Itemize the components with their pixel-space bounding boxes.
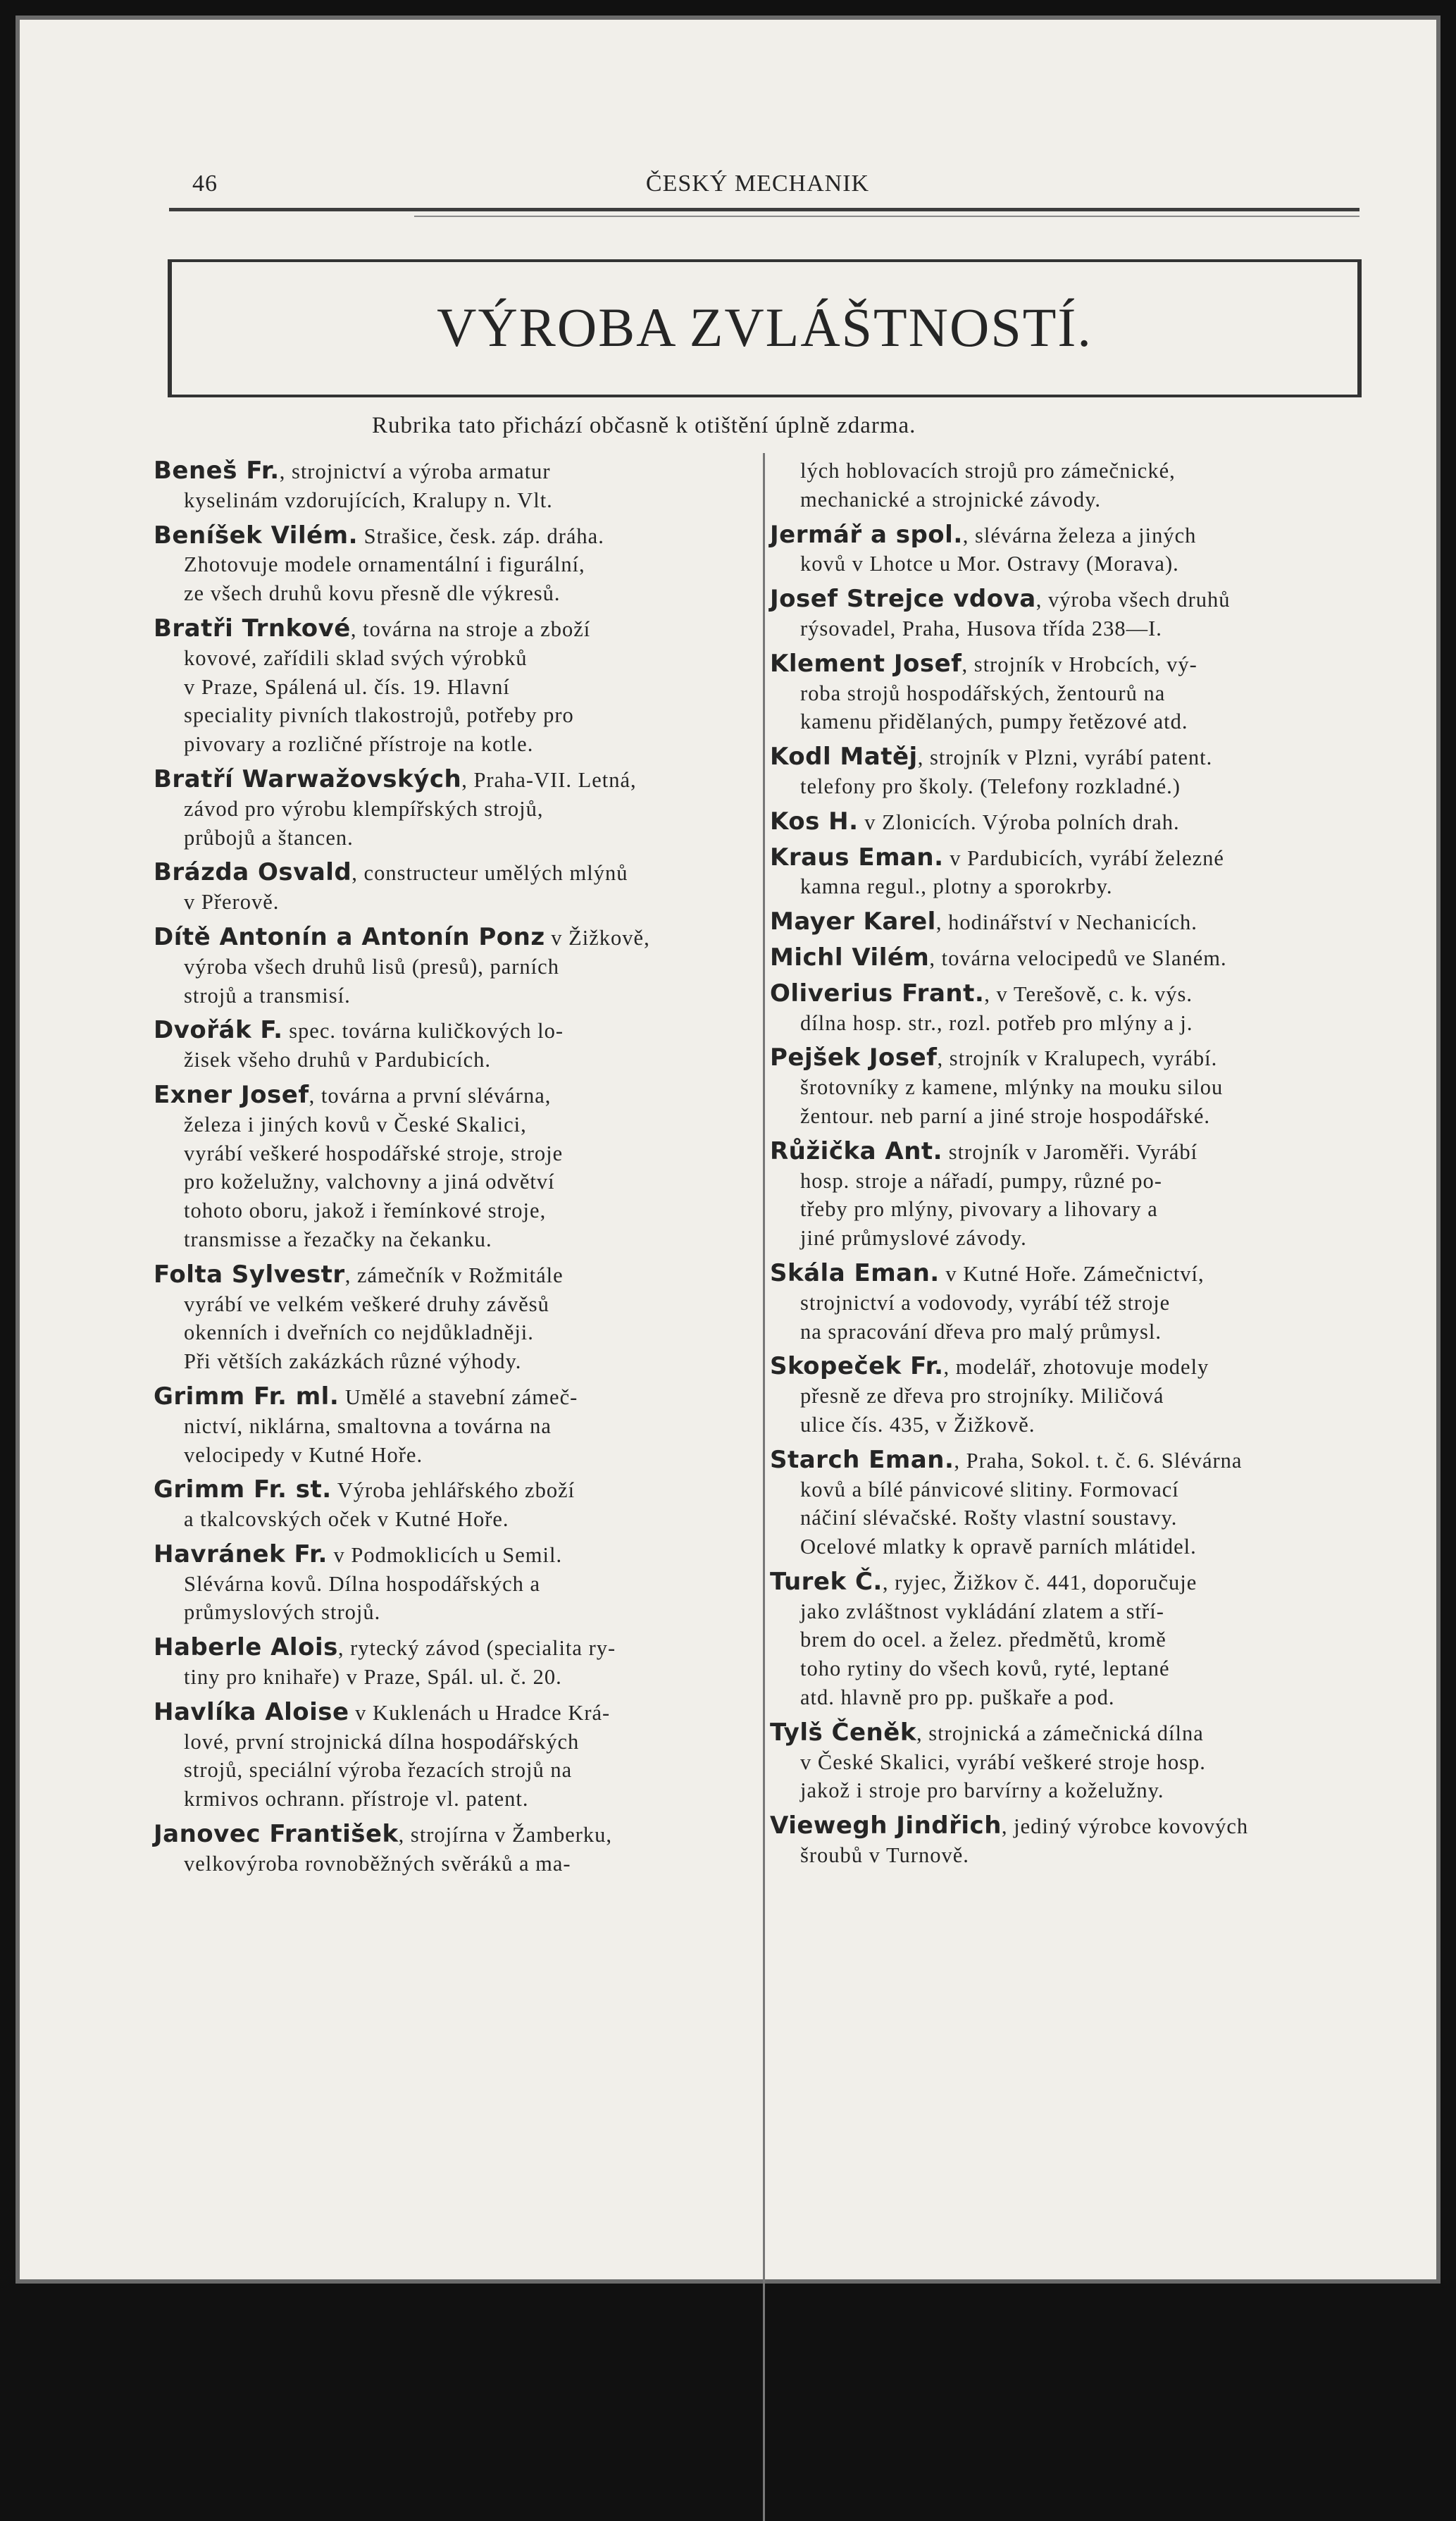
entry-text: telefony pro školy. (Telefony rozkladné.) xyxy=(800,774,1181,798)
entry-line xyxy=(154,457,738,486)
entry-text: v Praze, Spálená ul. čís. 19. Hlavní xyxy=(184,674,510,699)
directory-entry xyxy=(770,1259,1365,1346)
entry-name: Klement Josef xyxy=(770,649,962,678)
entry-line xyxy=(154,1728,738,1757)
entry-text: třeby pro mlýny, pivovary a lihovary a xyxy=(800,1197,1158,1222)
entry-text: šroubů v Turnově. xyxy=(800,1843,969,1868)
running-title: ČESKÝ MECHANIK xyxy=(645,171,870,197)
entry-text: , rytecký závod (specialita ry- xyxy=(337,1636,616,1661)
directory-entry xyxy=(154,858,738,917)
directory-entry xyxy=(770,843,1365,902)
entry-line xyxy=(770,585,1365,614)
entry-text: dílna hosp. str., rozl. potřeb pro mlýny a j. xyxy=(800,1010,1193,1035)
directory-entry xyxy=(154,1633,738,1692)
entry-text: ulice čís. 435, v Žižkově. xyxy=(800,1412,1035,1437)
entry-text: strojník v Jaroměři. Vyrábí xyxy=(942,1139,1198,1164)
entry-line xyxy=(770,457,1365,485)
entry-name: Folta Sylvestr xyxy=(154,1260,345,1289)
directory-entry xyxy=(154,923,738,1010)
entry-text: vyrábí ve velkém veškeré druhy závěsů xyxy=(184,1292,549,1316)
entry-text: lých hoblovacích strojů pro zámečnické, xyxy=(800,459,1176,483)
entry-text: přesně ze dřeva pro strojníky. Miličová xyxy=(800,1384,1164,1408)
entry-line xyxy=(154,1820,738,1850)
entry-text: , továrna na stroje a zboží xyxy=(350,617,591,641)
entry-text: kovů v Lhotce u Mor. Ostravy (Morava). xyxy=(800,552,1179,576)
entry-text: ze všech druhů kovu přesně dle výkresů. xyxy=(184,581,561,606)
entry-text: , hodinářství v Nechanicích. xyxy=(935,910,1197,935)
entry-text: v Kuklenách u Hradce Krá- xyxy=(349,1700,611,1725)
entry-line xyxy=(154,644,738,673)
entry-text: transmisse a řezačky na čekanku. xyxy=(184,1227,492,1251)
entry-line xyxy=(770,485,1365,514)
directory-entry xyxy=(154,521,738,608)
entry-text: roba strojů hospodářských, žentourů na xyxy=(800,681,1166,705)
entry-text: , výroba všech druhů xyxy=(1035,588,1231,612)
entry-line xyxy=(770,772,1365,801)
entry-name: Jermář a spol. xyxy=(770,520,963,549)
entry-name: Skopeček Fr. xyxy=(770,1352,944,1381)
entry-line xyxy=(770,979,1365,1009)
entry-line xyxy=(770,1224,1365,1253)
entry-line xyxy=(770,1259,1365,1289)
entry-name: Tylš Čeněk xyxy=(770,1718,916,1747)
entry-name: Skála Eman. xyxy=(770,1258,940,1287)
entry-line xyxy=(154,1016,738,1046)
entry-line xyxy=(154,486,738,515)
entry-text: náčiní slévačské. Rošty vlastní soustavy. xyxy=(800,1506,1178,1530)
entry-text: okenních i dveřních co nejdůkladněji. xyxy=(184,1320,534,1345)
directory-entry xyxy=(770,585,1365,643)
entry-text: Při větších zakázkách různé výhody. xyxy=(184,1349,522,1374)
entry-text: jiné průmyslové závody. xyxy=(800,1226,1027,1251)
entry-text: , jediný výrobce kovových xyxy=(1001,1814,1249,1839)
entry-text: , slévárna železa a jiných xyxy=(962,523,1197,547)
entry-line xyxy=(770,1102,1365,1131)
right-column xyxy=(770,457,1365,1876)
entry-text: v Zlonicích. Výroba polních drah. xyxy=(858,810,1180,834)
entry-name: Brázda Osvald xyxy=(154,858,352,887)
directory-entry xyxy=(770,979,1365,1038)
directory-entry xyxy=(770,1811,1365,1870)
entry-line xyxy=(770,908,1365,937)
entry-line xyxy=(770,1009,1365,1038)
entry-line xyxy=(770,1597,1365,1626)
entry-text: Umělé a stavební zámeč- xyxy=(339,1385,578,1409)
directory-entry xyxy=(154,1260,738,1376)
entry-name: Bratři Trnkové xyxy=(154,614,351,643)
entry-text: , strojnictví a výroba armatur xyxy=(279,459,551,483)
entry-text: žisek všeho druhů v Pardubicích. xyxy=(184,1048,492,1072)
directory-entry xyxy=(770,1568,1365,1712)
entry-text: velocipedy v Kutné Hoře. xyxy=(184,1442,423,1467)
entry-line xyxy=(154,981,738,1010)
entry-line xyxy=(154,701,738,730)
entry-line xyxy=(154,953,738,981)
entry-text: Ocelové mlatky k opravě parních mlátidel. xyxy=(800,1535,1197,1559)
entry-text: pro koželužny, valchovny a jiná odvětví xyxy=(184,1170,555,1194)
entry-text: , constructeur umělých mlýnů xyxy=(351,861,628,886)
entry-text: hosp. stroje a nářadí, pumpy, různé po- xyxy=(800,1168,1162,1193)
entry-name: Růžička Ant. xyxy=(770,1136,943,1165)
entry-name: Exner Josef xyxy=(154,1080,309,1109)
entry-text: , Praha-VII. Letná, xyxy=(461,767,637,792)
directory-entry xyxy=(770,1446,1365,1561)
entry-line xyxy=(770,1654,1365,1683)
entry-text: Výroba jehlářského zboží xyxy=(331,1478,575,1503)
entry-name: Grimm Fr. ml. xyxy=(154,1382,340,1411)
entry-text: Slévárna kovů. Dílna hospodářských a xyxy=(184,1571,541,1596)
directory-entry xyxy=(770,1352,1365,1439)
entry-line xyxy=(770,1382,1365,1411)
entry-line xyxy=(770,843,1365,873)
entry-line xyxy=(154,1633,738,1663)
entry-text: , zámečník v Rožmitále xyxy=(344,1263,564,1287)
entry-name: Starch Eman. xyxy=(770,1445,954,1474)
entry-name: Grimm Fr. st. xyxy=(154,1475,332,1504)
column-divider xyxy=(763,453,765,2521)
entry-line xyxy=(154,1196,738,1225)
page-number: 46 xyxy=(192,171,218,197)
entry-line xyxy=(154,673,738,702)
entry-text: rýsovadel, Praha, Husova třída 238—I. xyxy=(800,616,1162,640)
entry-line xyxy=(770,1352,1365,1382)
entry-text: , modelář, zhotovuje modely xyxy=(943,1355,1209,1380)
entry-text: , továrna a první slévárna, xyxy=(309,1083,552,1108)
entry-text: strojů a transmisí. xyxy=(184,983,351,1008)
entry-text: na spracování dřeva pro malý průmysl. xyxy=(800,1319,1162,1344)
entry-name: Turek Č. xyxy=(770,1567,883,1596)
document-page xyxy=(15,16,1441,2284)
entry-text: , strojírna v Žamberku, xyxy=(398,1823,613,1847)
entry-text: výroba všech druhů lisů (presů), parních xyxy=(184,954,559,979)
entry-line xyxy=(154,888,738,917)
entry-line xyxy=(770,1073,1365,1102)
entry-name: Dítě Antonín a Antonín Ponz xyxy=(154,922,545,951)
entry-line xyxy=(154,1347,738,1376)
entry-text: tohoto oboru, jakož i řemínkové stroje, xyxy=(184,1198,547,1223)
entry-line xyxy=(770,1568,1365,1597)
entry-line xyxy=(770,1811,1365,1841)
entry-text: v České Skalici, vyrábí veškeré stroje hosp. xyxy=(800,1749,1206,1774)
entry-text: kyselinám vzdorujících, Kralupy n. Vlt. xyxy=(184,488,553,512)
entry-line xyxy=(154,824,738,853)
entry-line xyxy=(770,743,1365,772)
entry-line xyxy=(154,1663,738,1692)
entry-line xyxy=(770,1411,1365,1439)
entry-line xyxy=(154,1318,738,1347)
entry-text: v Žižkově, xyxy=(545,925,650,950)
section-title: VÝROBA ZVLÁŠTNOSTÍ. xyxy=(437,297,1093,358)
entry-name: Bratří Warwažovských xyxy=(154,764,462,793)
entry-name: Mayer Karel xyxy=(770,908,936,936)
entry-line xyxy=(154,550,738,579)
entry-text: šrotovníky z kamene, mlýnky na mouku silou xyxy=(800,1075,1224,1100)
left-column xyxy=(154,457,738,1885)
entry-text: tiny pro knihaře) v Praze, Spál. ul. č. 20. xyxy=(184,1665,562,1690)
entry-text: jako zvláštnost vykládání zlatem a stří- xyxy=(800,1599,1164,1623)
entry-name: Beníšek Vilém. xyxy=(154,521,359,550)
header-rule-thin xyxy=(414,216,1359,217)
entry-line xyxy=(154,1167,738,1196)
entry-text: žentour. neb parní a jiné stroje hospodářské. xyxy=(800,1103,1210,1128)
entry-line xyxy=(154,1382,738,1412)
directory-entry xyxy=(770,807,1365,837)
entry-line xyxy=(770,550,1365,578)
entry-line xyxy=(770,1167,1365,1196)
entry-line xyxy=(154,1441,738,1470)
entry-name: Oliverius Frant. xyxy=(770,979,985,1008)
entry-text: mechanické a strojnické závody. xyxy=(800,487,1102,512)
entry-text: brem do ocel. a želez. předmětů, kromě xyxy=(800,1628,1166,1652)
entry-name: Janovec František xyxy=(154,1820,399,1849)
entry-line xyxy=(154,579,738,608)
running-header xyxy=(157,168,1358,203)
entry-text: kamenu přidělaných, pumpy řetězové atd. xyxy=(800,710,1188,734)
entry-text: , strojník v Hrobcích, vý- xyxy=(962,652,1197,676)
directory-entry xyxy=(154,614,738,759)
entry-line xyxy=(154,1412,738,1441)
entry-line xyxy=(154,1505,738,1534)
entry-name: Kos H. xyxy=(770,807,859,836)
entry-text: , strojnická a zámečnická dílna xyxy=(916,1721,1204,1745)
entry-line xyxy=(770,1137,1365,1167)
entry-text: kovů a bílé pánvicové slitiny. Formovací xyxy=(800,1477,1179,1501)
entry-name: Josef Strejce vdova xyxy=(770,585,1036,614)
entry-text: jakož i stroje pro barvírny a koželužny. xyxy=(800,1778,1164,1803)
directory-entry xyxy=(154,765,738,852)
entry-text: pivovary a rozličné přístroje na kotle. xyxy=(184,732,534,757)
entry-text: vyrábí veškeré hospodářské stroje, stroje xyxy=(184,1141,564,1165)
directory-entry xyxy=(770,521,1365,579)
directory-entry xyxy=(154,1698,738,1814)
entry-line xyxy=(154,1698,738,1728)
entry-text: Zhotovuje modele ornamentální i figurální, xyxy=(184,552,585,577)
entry-line xyxy=(770,872,1365,901)
entry-text: velkovýroba rovnoběžných svěráků a ma- xyxy=(184,1851,571,1876)
entry-name: Viewegh Jindřich xyxy=(770,1811,1002,1840)
entry-line xyxy=(154,858,738,888)
entry-line xyxy=(154,1225,738,1254)
entry-text: atd. hlavně pro pp. puškaře a pod. xyxy=(800,1685,1115,1710)
entry-line xyxy=(770,1289,1365,1318)
entry-text: lové, první strojnická dílna hospodářských xyxy=(184,1729,580,1754)
entry-line xyxy=(154,1139,738,1168)
directory-entry xyxy=(154,1081,738,1254)
entry-text: nictví, niklárna, smaltovna a továrna na xyxy=(184,1413,552,1438)
entry-line xyxy=(154,1570,738,1599)
entry-line xyxy=(154,614,738,644)
entry-line xyxy=(154,1110,738,1139)
directory-entry xyxy=(770,1137,1365,1253)
entry-line xyxy=(154,1850,738,1878)
entry-name: Kraus Eman. xyxy=(770,843,944,872)
header-rule xyxy=(169,208,1359,211)
entry-text: , továrna velocipedů ve Slaném. xyxy=(929,946,1227,970)
entry-name: Havránek Fr. xyxy=(154,1540,328,1568)
entry-text: strojů, speciální výroba řezacích strojů na xyxy=(184,1758,573,1783)
directory-entry xyxy=(154,457,738,515)
entry-line xyxy=(154,730,738,759)
entry-line xyxy=(154,521,738,551)
entry-text: v Pardubicích, vyrábí železné xyxy=(943,846,1224,870)
entry-line xyxy=(154,1756,738,1785)
entry-text: , strojník v Kralupech, vyrábí. xyxy=(937,1046,1218,1071)
entry-text: v Kutné Hoře. Zámečnictví, xyxy=(939,1261,1205,1286)
entry-line xyxy=(770,1446,1365,1475)
entry-line xyxy=(770,614,1365,643)
entry-line xyxy=(770,1532,1365,1561)
entry-text: kovové, zařídili sklad svých výrobků xyxy=(184,645,528,670)
entry-name: Havlíka Aloise xyxy=(154,1697,349,1726)
entry-text: , v Terešově, c. k. výs. xyxy=(984,981,1193,1006)
entry-text: strojnictví a vodovody, vyrábí též stroje xyxy=(800,1290,1171,1315)
entry-line xyxy=(770,1195,1365,1224)
entry-text: krmivos ochrann. přístroje vl. patent. xyxy=(184,1787,529,1811)
entry-text: spec. továrna kuličkových lo- xyxy=(282,1019,564,1043)
directory-entry xyxy=(770,650,1365,736)
section-subtitle: Rubrika tato přichází občasně k otištění úplně zdarma. xyxy=(372,413,916,438)
entry-line xyxy=(770,1475,1365,1504)
entry-text: závod pro výrobu klempířských strojů, xyxy=(184,796,544,821)
directory-entry xyxy=(154,1540,738,1627)
entry-text: kamna regul., plotny a sporokrby. xyxy=(800,874,1113,899)
entry-text: toho rytiny do všech kovů, ryté, leptané xyxy=(800,1656,1170,1681)
entry-line xyxy=(154,1081,738,1110)
entry-line xyxy=(154,1290,738,1319)
entry-line xyxy=(770,707,1365,736)
entry-line xyxy=(770,1625,1365,1654)
directory-entry xyxy=(154,1820,738,1878)
entry-line xyxy=(770,650,1365,679)
entry-text: speciality pivních tlakostrojů, potřeby pro xyxy=(184,703,574,728)
entry-name: Dvořák F. xyxy=(154,1016,283,1045)
entry-line xyxy=(770,1043,1365,1073)
directory-entry xyxy=(770,1718,1365,1805)
entry-line xyxy=(154,1598,738,1627)
entry-name: Kodl Matěj xyxy=(770,743,918,772)
directory-entry xyxy=(770,457,1365,514)
entry-line xyxy=(770,1683,1365,1712)
entry-line xyxy=(770,1718,1365,1748)
entry-name: Beneš Fr. xyxy=(154,457,280,485)
entry-line xyxy=(154,765,738,795)
entry-text: průbojů a štancen. xyxy=(184,825,354,850)
directory-entry xyxy=(770,1043,1365,1130)
entry-line xyxy=(770,1776,1365,1805)
directory-entry xyxy=(154,1382,738,1469)
directory-entry xyxy=(770,743,1365,801)
entry-line xyxy=(154,1475,738,1505)
entry-text: , ryjec, Žižkov č. 441, doporučuje xyxy=(882,1570,1197,1594)
entry-text: v Přerově. xyxy=(184,890,280,915)
directory-entry xyxy=(770,943,1365,973)
entry-name: Michl Vilém xyxy=(770,943,930,972)
entry-name: Haberle Alois xyxy=(154,1633,338,1662)
entry-text: Strašice, česk. záp. dráha. xyxy=(358,524,604,548)
entry-line xyxy=(154,1260,738,1290)
entry-line xyxy=(770,1318,1365,1346)
entry-line xyxy=(770,807,1365,837)
entry-line xyxy=(770,943,1365,973)
entry-name: Pejšek Josef xyxy=(770,1043,938,1072)
entry-line xyxy=(770,1504,1365,1532)
section-title-box xyxy=(168,259,1362,397)
entry-text: , strojník v Plzni, vyrábí patent. xyxy=(917,745,1213,770)
entry-line xyxy=(154,1046,738,1074)
entry-text: , Praha, Sokol. t. č. 6. Slévárna xyxy=(954,1448,1243,1473)
entry-text: a tkalcovských oček v Kutné Hoře. xyxy=(184,1507,509,1532)
entry-line xyxy=(154,923,738,953)
entry-line xyxy=(154,1785,738,1814)
entry-text: průmyslových strojů. xyxy=(184,1600,381,1625)
entry-text: železa i jiných kovů v České Skalici, xyxy=(184,1112,527,1136)
entry-line xyxy=(770,1748,1365,1777)
entry-line xyxy=(154,1540,738,1570)
directory-entry xyxy=(770,908,1365,937)
entry-line xyxy=(770,1841,1365,1870)
directory-entry xyxy=(154,1475,738,1534)
entry-line xyxy=(770,679,1365,708)
directory-entry xyxy=(154,1016,738,1074)
entry-line xyxy=(770,521,1365,550)
entry-text: v Podmoklicích u Semil. xyxy=(327,1542,563,1567)
entry-line xyxy=(154,795,738,824)
